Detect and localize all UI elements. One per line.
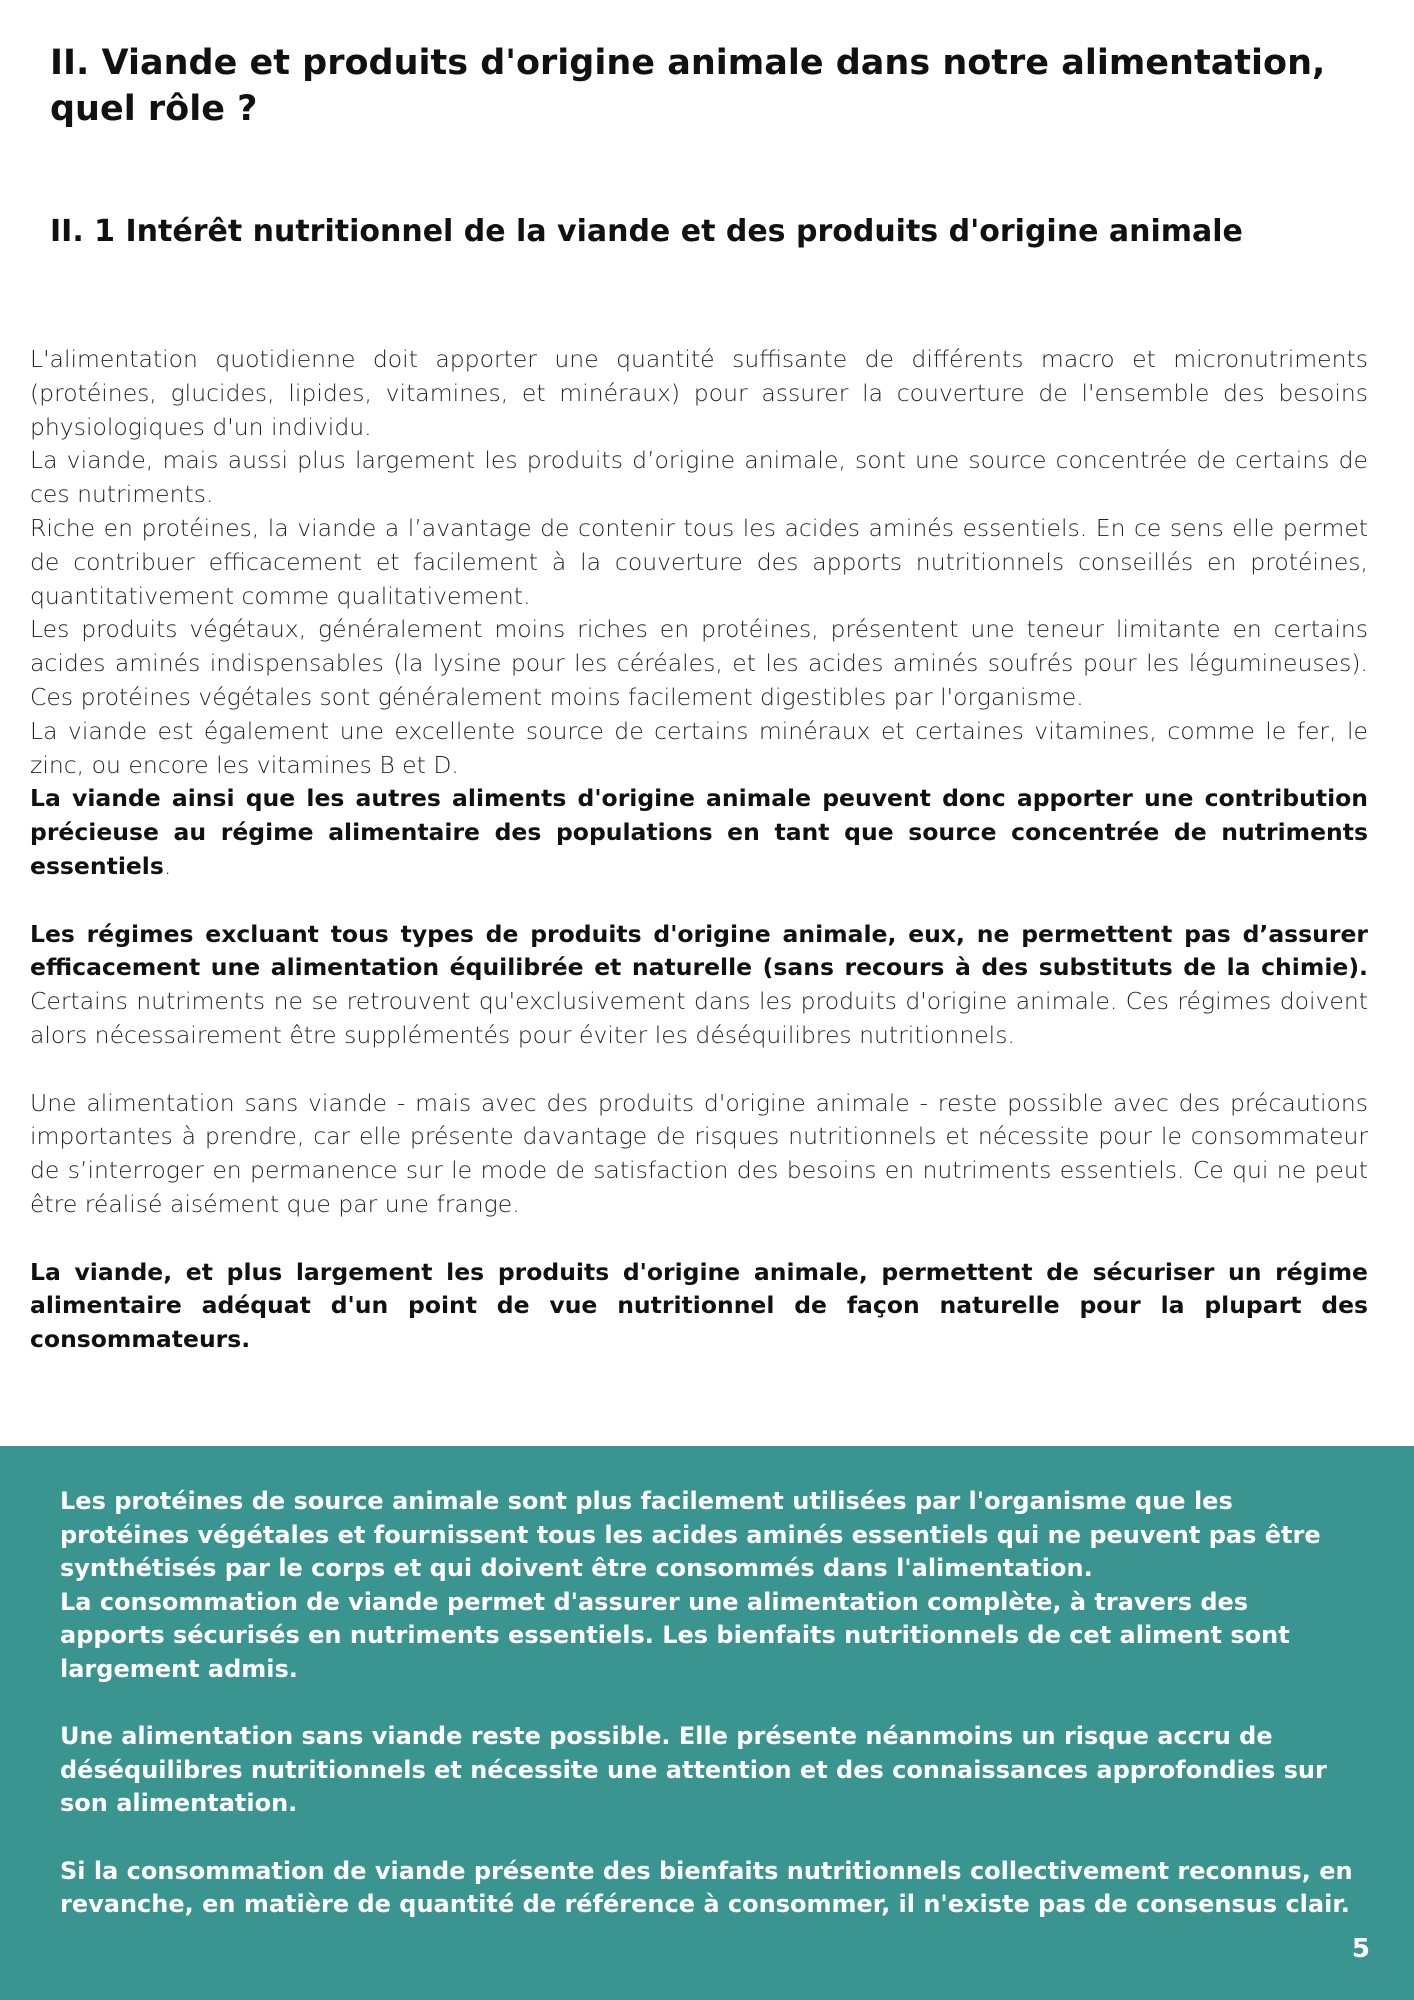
paragraph-7 bbox=[30, 918, 1368, 1053]
summary-paragraph-2: La consommation de viande permet d'assurer une alimentation complète, à travers des apports sécurisés en nutriments essentiels. Les bienfaits nutritionnels de cet aliment sont largement admis. bbox=[60, 1587, 1290, 1683]
paragraph-6-bold: La viande ainsi que les autres aliments d'origine animale peuvent donc apporter une contribution précieuse au régime alimentaire des populations en tant que source concentrée de nutriments essentiels bbox=[30, 784, 1368, 880]
body-text bbox=[30, 343, 1368, 1357]
paragraph-3: Riche en protéines, la viande a l’avantage de contenir tous les acides aminés essentiels. En ce sens elle permet de contribuer efficacement et facilement à la couverture des apports nutritionnels conseillés en protéines, quantitativement comme qualitativement. bbox=[30, 513, 1368, 610]
subsection-heading: II. 1 Intérêt nutritionnel de la viande et des produits d'origine animale bbox=[50, 214, 1243, 249]
spacer bbox=[60, 1687, 1360, 1721]
paragraph-6 bbox=[30, 782, 1368, 883]
summary-text bbox=[60, 1485, 1360, 1922]
paragraph-7-tail: Certains nutriments ne se retrouvent qu'exclusivement dans les produits d'origine animale. Ces régimes doivent alors nécessairement être supplémentés pour éviter les déséquilibres nutritionnels. bbox=[30, 987, 1368, 1049]
summary-paragraph-4: Si la consommation de viande présente des bienfaits nutritionnels collectivement reconnus, en revanche, en matière de quantité de référence à consommer, il n'existe pas de consensus clair. bbox=[60, 1856, 1353, 1919]
summary-paragraph-3: Une alimentation sans viande reste possible. Elle présente néanmoins un risque accru de déséquilibres nutritionnels et nécessite une attention et des connaissances approfondies sur son alimentation. bbox=[60, 1722, 1327, 1818]
summary-box bbox=[0, 1446, 1414, 2000]
paragraph-7-bold: Les régimes excluant tous types de produits d'origine animale, eux, ne permettent pas d’assurer efficacement une alimentation équilibrée et naturelle (sans recours à des substituts de la chimie). bbox=[30, 919, 1368, 982]
spacer bbox=[30, 1053, 1368, 1087]
spacer bbox=[60, 1821, 1360, 1855]
spacer bbox=[30, 1222, 1368, 1256]
page-number: 5 bbox=[1351, 1934, 1370, 1964]
spacer bbox=[30, 884, 1368, 918]
paragraph-1: L'alimentation quotidienne doit apporter une quantité suffisante de différents macro et micronutriments (protéines, glucides, lipides, vitamines, et minéraux) pour assurer la couverture de l'ensemble des besoins physiologiques d'un individu. bbox=[30, 345, 1368, 441]
section-heading: II. Viande et produits d'origine animale dans notre alimentation, quel rôle ? bbox=[50, 43, 1326, 129]
paragraph-4: Les produits végétaux, généralement moins riches en protéines, présentent une teneur limitante en certains acides aminés indispensables (la lysine pour les céréales, et les acides aminés soufrés pour les légumineuses). Ces protéines végétales sont généralement moins facilement digestibles par l'organisme. bbox=[30, 615, 1368, 711]
paragraph-9-bold: La viande, et plus largement les produits d'origine animale, permettent de sécuriser un régime alimentaire adéquat d'un point de vue nutritionnel de façon naturelle pour la plupart des consommateurs. bbox=[30, 1257, 1368, 1354]
summary-paragraph-1: Les protéines de source animale sont plus facilement utilisées par l'organisme que les protéines végétales et fournissent tous les acides aminés essentiels qui ne peuvent pas être synthétisés par le corps et qui doivent être consommés dans l'alimentation. bbox=[60, 1487, 1321, 1583]
paragraph-6-tail: . bbox=[163, 851, 172, 880]
paragraph-5: La viande est également une excellente source de certains minéraux et certaines vitamines, comme le fer, le zinc, ou encore les vitamines B et D. bbox=[30, 716, 1368, 779]
paragraph-8: Une alimentation sans viande - mais avec des produits d'origine animale - reste possible avec des précautions importantes à prendre, car elle présente davantage de risques nutritionnels et nécessite pour le consommateur de s’interroger en permanence sur le mode de satisfaction des besoins en nutriments essentiels. Ce qui ne peut être réalisé aisément que par une frange. bbox=[30, 1088, 1368, 1218]
paragraph-2: La viande, mais aussi plus largement les produits d’origine animale, sont une source concentrée de certains de ces nutriments. bbox=[30, 446, 1368, 509]
paragraph-9 bbox=[30, 1256, 1368, 1357]
